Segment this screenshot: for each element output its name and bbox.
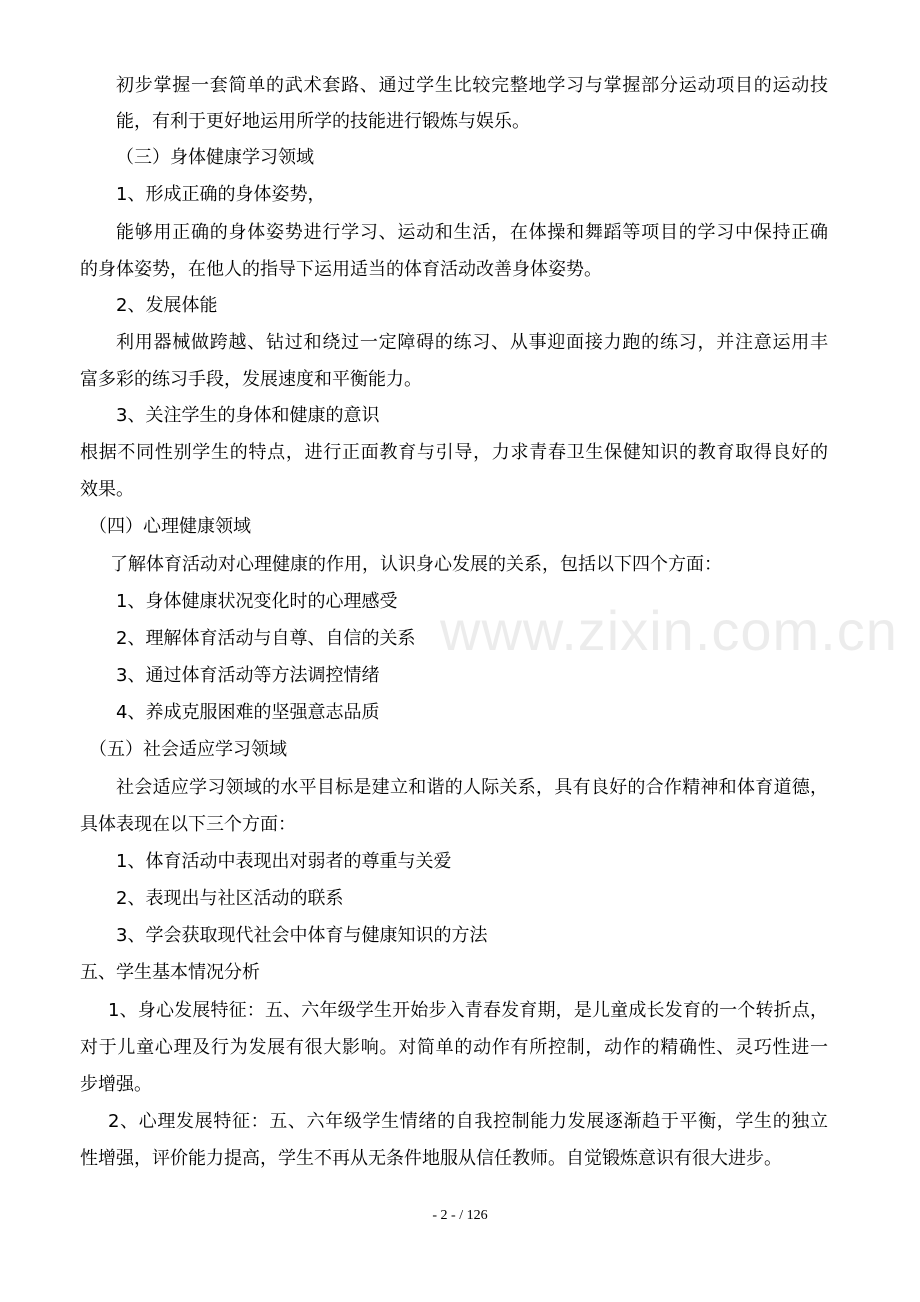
- text-line: 2、心理发展特征：五、六年级学生情绪的自我控制能力发展逐渐趋于平衡，学生的独立: [108, 1111, 828, 1132]
- section-heading: （三）身体健康学习领域: [116, 147, 314, 168]
- text-line: 具体表现在以下三个方面：: [80, 814, 296, 835]
- section-heading: 五、学生基本情况分析: [80, 962, 260, 983]
- text-line: 利用器械做跨越、钻过和绕过一定障碍的练习、从事迎面接力跑的练习，并注意运用丰: [116, 332, 828, 353]
- list-item: 4、养成克服困难的坚强意志品质: [116, 702, 380, 723]
- list-item: 3、通过体育活动等方法调控情绪: [116, 665, 380, 686]
- text-line: 富多彩的练习手段，发展速度和平衡能力。: [80, 369, 422, 390]
- subsection-heading: 3、关注学生的身体和健康的意识: [116, 405, 380, 426]
- list-item: 2、理解体育活动与自尊、自信的关系: [116, 628, 416, 649]
- text-line: 根据不同性别学生的特点，进行正面教育与引导，力求青春卫生保健知识的教育取得良好的: [80, 442, 828, 463]
- text-line: 的身体姿势，在他人的指导下运用适当的体育活动改善身体姿势。: [80, 259, 602, 280]
- page-number: - 2 - / 126: [432, 1208, 488, 1223]
- text-line: 能够用正确的身体姿势进行学习、运动和生活，在体操和舞蹈等项目的学习中保持正确: [116, 222, 828, 243]
- text-line: 初步掌握一套简单的武术套路、通过学生比较完整地学习与掌握部分运动项目的运动技: [116, 75, 828, 96]
- watermark: www.zixin.com.cn: [440, 599, 898, 662]
- text-line: 步增强。: [80, 1074, 152, 1095]
- text-line: 社会适应学习领域的水平目标是建立和谐的人际关系，具有良好的合作精神和体育道德，: [116, 777, 828, 798]
- subsection-heading: 1、形成正确的身体姿势，: [116, 184, 326, 205]
- text-line: 了解体育活动对心理健康的作用，认识身心发展的关系，包括以下四个方面：: [110, 554, 722, 575]
- text-line: 性增强，评价能力提高，学生不再从无条件地服从信任教师。自觉锻炼意识有很大进步。: [80, 1148, 782, 1169]
- text-line: 效果。: [80, 479, 134, 500]
- text-line: 能，有利于更好地运用所学的技能进行锻炼与娱乐。: [116, 111, 530, 132]
- list-item: 3、学会获取现代社会中体育与健康知识的方法: [116, 925, 488, 946]
- list-item: 2、表现出与社区活动的联系: [116, 888, 344, 909]
- list-item: 1、体育活动中表现出对弱者的尊重与关爱: [116, 851, 452, 872]
- section-heading: （五）社会适应学习领域: [89, 739, 287, 760]
- subsection-heading: 2、发展体能: [116, 295, 218, 316]
- list-item: 1、身体健康状况变化时的心理感受: [116, 591, 398, 612]
- text-line: 对于儿童心理及行为发展有很大影响。对简单的动作有所控制，动作的精确性、灵巧性进一: [80, 1037, 828, 1058]
- text-line: 1、身心发展特征：五、六年级学生开始步入青春发育期，是儿童成长发育的一个转折点，: [108, 1000, 828, 1021]
- section-heading: （四）心理健康领域: [89, 516, 251, 537]
